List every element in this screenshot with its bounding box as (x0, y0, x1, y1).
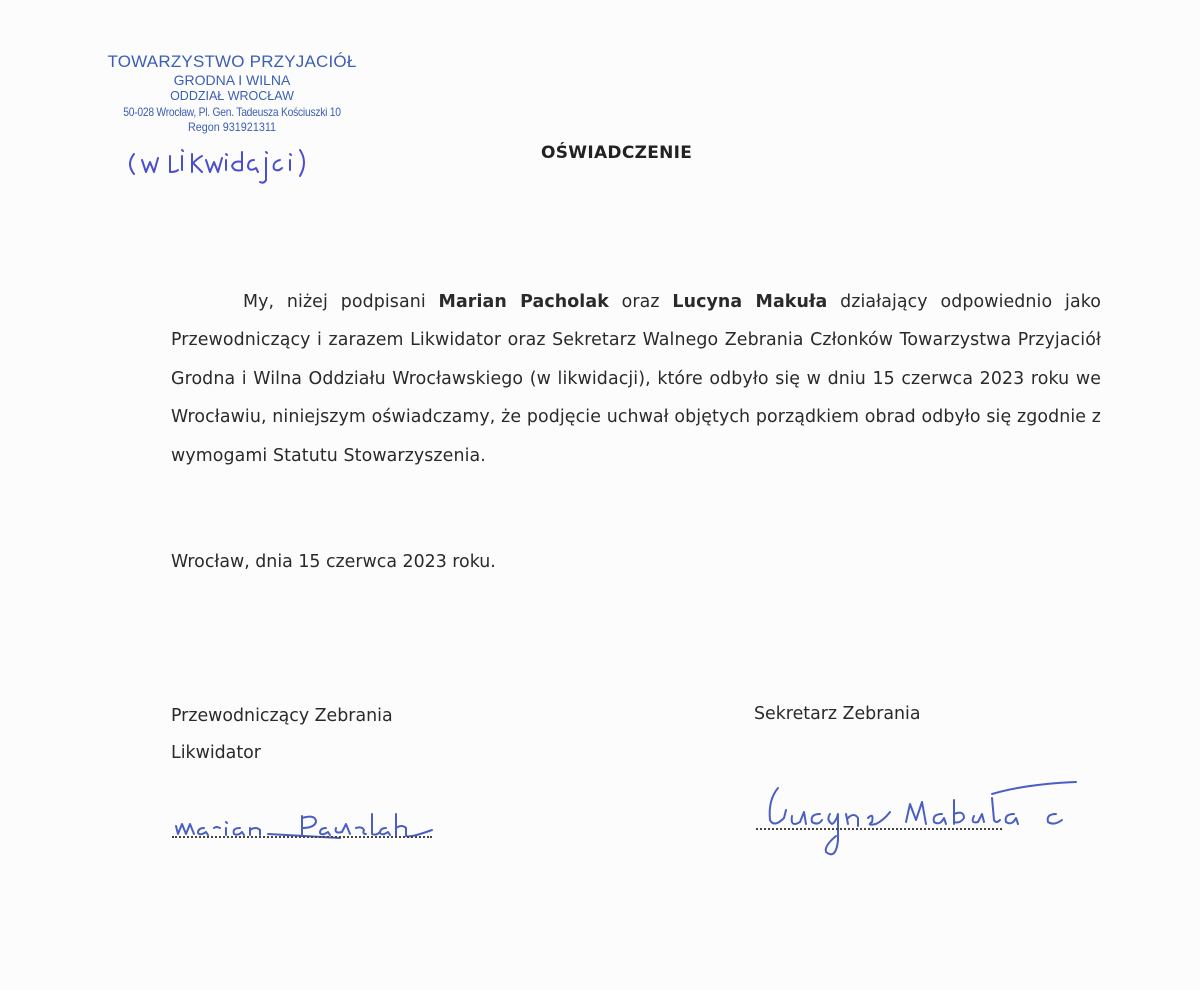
liquidator-title: Likwidator (171, 743, 261, 763)
handwritten-liquidation-note (124, 142, 344, 186)
stamp-branch: ODDZIAŁ WROCŁAW (170, 89, 294, 103)
secretary-signature-block (754, 696, 921, 733)
stamp-org-name: TOWARZYSTWO PRZYJACIÓŁ (107, 52, 357, 71)
organization-stamp (92, 52, 372, 135)
chairman-signature-line (172, 834, 432, 838)
paragraph-intro: My, niżej podpisani (243, 292, 439, 312)
declaration-paragraph (171, 283, 1101, 475)
signatory-name-2: Lucyna Makuła (672, 292, 828, 312)
date-place-line: Wrocław, dnia 15 czerwca 2023 roku. (171, 552, 496, 572)
stamp-address: 50-028 Wrocław, Pl. Gen. Tadeusza Kościuszki 10 (123, 105, 341, 119)
secretary-signature-line (756, 826, 1002, 830)
chairman-signature-block (171, 698, 393, 772)
chairman-handwritten-signature (170, 800, 440, 850)
chairman-title: Przewodniczący Zebrania (171, 706, 393, 726)
stamp-regon: Regon 931921311 (187, 120, 277, 134)
stamp-org-name-cont: GRODNA I WILNA (173, 72, 291, 88)
secretary-handwritten-signature (756, 770, 1086, 865)
signatory-name-1: Marian Pacholak (438, 292, 609, 312)
secretary-title: Sekretarz Zebrania (754, 704, 921, 724)
paragraph-body: działający odpowiednio jako Przewodniczący i zarazem Likwidator oraz Sekretarz Walnego Zebrania Członków Towarzystwa Przyjaciół Grodna i Wilna Oddziału Wrocławskiego (w likwidacji), które odbyło się w dniu 15 czerwca 2023 roku we Wrocławiu, niniejszym oświadczamy, że podjęcie uchwał objętych porządkiem obrad odbyło się zgodnie z wymogami Statutu Stowarzyszenia. (171, 292, 1101, 466)
document-title: OŚWIADCZENIE (541, 143, 693, 163)
paragraph-conjunction: oraz (608, 292, 673, 312)
